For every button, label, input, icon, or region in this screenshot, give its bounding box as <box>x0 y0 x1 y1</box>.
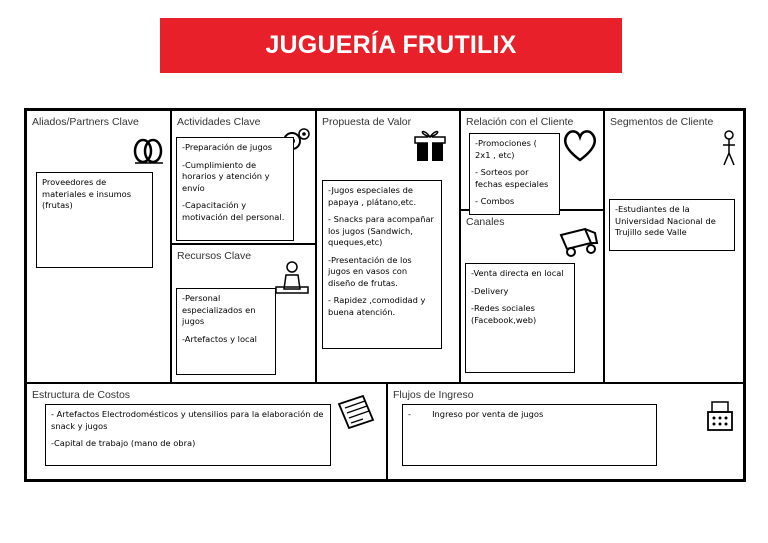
note-item: -Redes sociales (Facebook,web) <box>471 303 537 325</box>
note-item: -Artefactos y local <box>182 333 257 344</box>
section-title-recursos: Recursos Clave <box>177 250 252 262</box>
person-icon <box>719 129 739 167</box>
note-item: -Capacitación y motivación del personal. <box>182 200 285 222</box>
page-title: JUGUERÍA FRUTILIX <box>265 31 517 59</box>
note-item: -Personal especializados en jugos <box>182 293 256 326</box>
business-model-canvas <box>24 108 746 482</box>
note-item: -Jugos especiales de papaya , plátano,etc. <box>328 185 417 207</box>
section-relacion <box>461 111 605 211</box>
note-ingresos <box>402 404 657 466</box>
section-title-aliados: Aliados/Partners Clave <box>32 116 139 128</box>
handshake-rings-icon <box>131 131 167 167</box>
note-item: Proveedores de materiales e insumos (frutas) <box>42 177 132 210</box>
note-item: - Snacks para acompañar los jugos (Sandwich, queques,etc) <box>328 214 434 247</box>
note-item: - Rapidez ,comodidad y buena atención. <box>328 295 426 317</box>
section-ingresos <box>388 384 746 482</box>
section-title-propuesta: Propuesta de Valor <box>322 116 412 128</box>
section-actividades <box>172 111 317 245</box>
note-item: -Venta directa en local <box>471 268 564 278</box>
note-item: - Combos <box>475 196 515 206</box>
note-item: - Sorteos por fechas especiales <box>475 167 549 189</box>
section-title-canales: Canales <box>466 216 505 228</box>
section-title-costos: Estructura de Costos <box>32 389 131 401</box>
note-item: -Cumplimiento de horarios y atención y envío <box>182 159 270 193</box>
section-title-relacion: Relación con el Cliente <box>466 116 574 128</box>
section-title-segmentos: Segmentos de Cliente <box>610 116 714 128</box>
note-item: -Promociones ( 2x1 , etc) <box>475 138 537 160</box>
invoice-icon <box>333 394 379 430</box>
note-segmentos <box>609 199 735 251</box>
section-canales <box>461 211 605 384</box>
section-costos <box>27 384 388 482</box>
note-item: -Presentación de los jugos en vasos con diseño de frutas. <box>328 254 412 288</box>
note-item: -Delivery <box>471 285 509 296</box>
truck-icon <box>557 225 601 259</box>
note-item: -Preparación de jugos <box>182 142 273 152</box>
cash-register-icon <box>704 398 736 434</box>
note-aliados <box>36 172 153 268</box>
title-banner <box>160 18 622 73</box>
note-costos <box>45 404 331 466</box>
note-item: -Estudiantes de la Universidad Nacional de Trujillo sede Valle <box>615 204 716 237</box>
note-item: - Ingreso por venta de jugos <box>408 409 544 419</box>
section-segmentos <box>605 111 746 384</box>
note-actividades <box>176 137 294 241</box>
note-relacion <box>469 133 560 215</box>
section-recursos <box>172 245 317 384</box>
note-item: -Capital de trabajo (mano de obra) <box>51 438 196 448</box>
section-aliados <box>27 111 172 384</box>
note-recursos <box>176 288 276 375</box>
section-propuesta <box>317 111 461 384</box>
gift-icon <box>411 125 451 165</box>
note-canales <box>465 263 575 373</box>
note-propuesta <box>322 180 442 349</box>
heart-icon <box>561 127 599 163</box>
note-item: - Artefactos Electrodomésticos y utensilios para la elaboración de snack y jugos <box>51 409 324 431</box>
section-title-actividades: Actividades Clave <box>177 116 261 128</box>
section-title-ingresos: Flujos de Ingreso <box>393 389 474 401</box>
worker-icon <box>272 259 312 299</box>
